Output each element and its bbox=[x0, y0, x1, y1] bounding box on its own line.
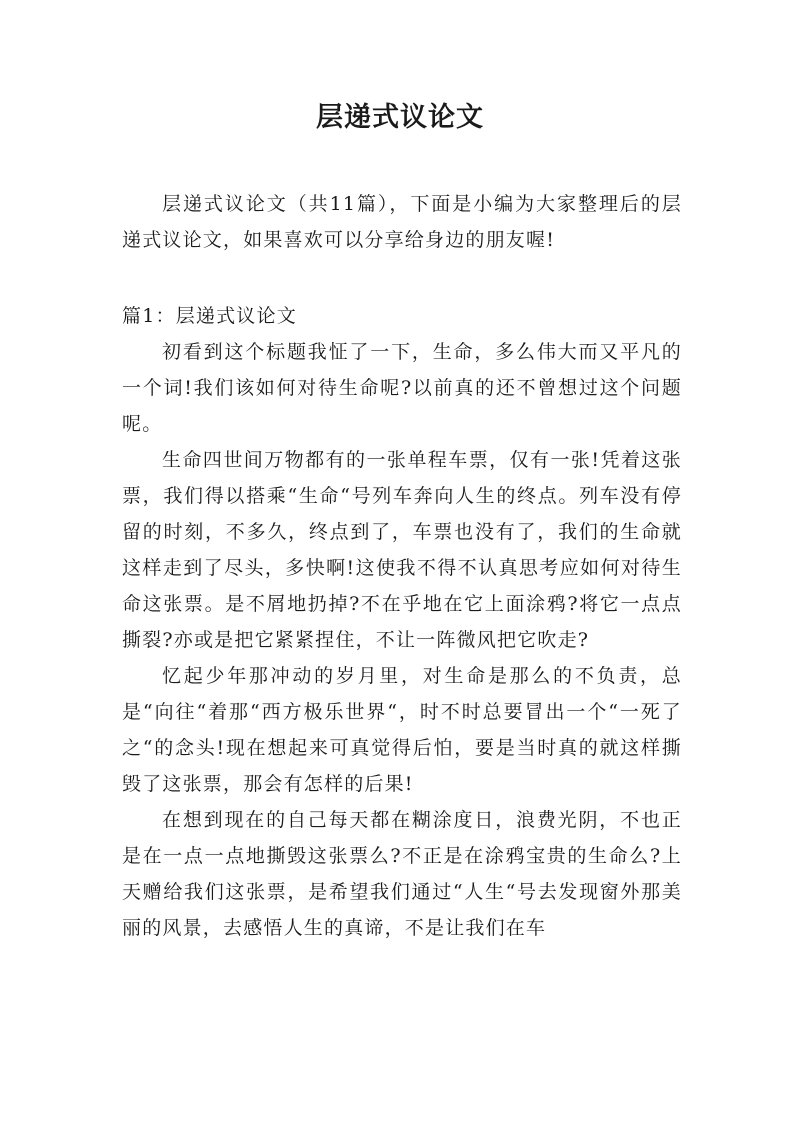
body-paragraph-3: 忆起少年那冲动的岁月里，对生命是那么的不负责，总是“向往“着那“西方极乐世界“，时不时总要冒出一个“一死了之“的念头!现在想起来可真觉得后怕，要是当时真的就这样撕毁了这张票，那会有怎样的后果! bbox=[122, 665, 682, 795]
body-paragraph-1: 初看到这个标题我怔了一下，生命，多么伟大而又平凡的一个词!我们该如何对待生命呢?以前真的还不曾想过这个问题呢。 bbox=[122, 341, 682, 435]
section-1 bbox=[122, 298, 682, 946]
document-title: 层递式议论文 bbox=[316, 102, 484, 133]
body-paragraph-4: 在想到现在的自己每天都在糊涂度日，浪费光阴，不也正是在一点一点地撕毁这张票么?不正是在涂鸦宝贵的生命么?上天赠给我们这张票，是希望我们通过“人生“号去发现窗外那美丽的风景，去感悟人生的真谛，不是让我们在车 bbox=[122, 809, 682, 939]
section-heading: 篇1：层递式议论文 bbox=[122, 305, 297, 327]
intro-paragraph: 层递式议论文（共11篇），下面是小编为大家整理后的层递式议论文，如果喜欢可以分享给身边的朋友喔! bbox=[122, 193, 682, 251]
body-paragraph-2: 生命四世间万物都有的一张单程车票，仅有一张!凭着这张票，我们得以搭乘“生命“号列车奔向人生的终点。列车没有停留的时刻，不多久，终点到了，车票也没有了，我们的生命就这样走到了尽头，多快啊!这使我不得不认真思考应如何对待生命这张票。是不屑地扔掉?不在乎地在它上面涂鸦?将它一点点撕裂?亦或是把它紧紧捏住，不让一阵微风把它吹走? bbox=[122, 449, 682, 651]
